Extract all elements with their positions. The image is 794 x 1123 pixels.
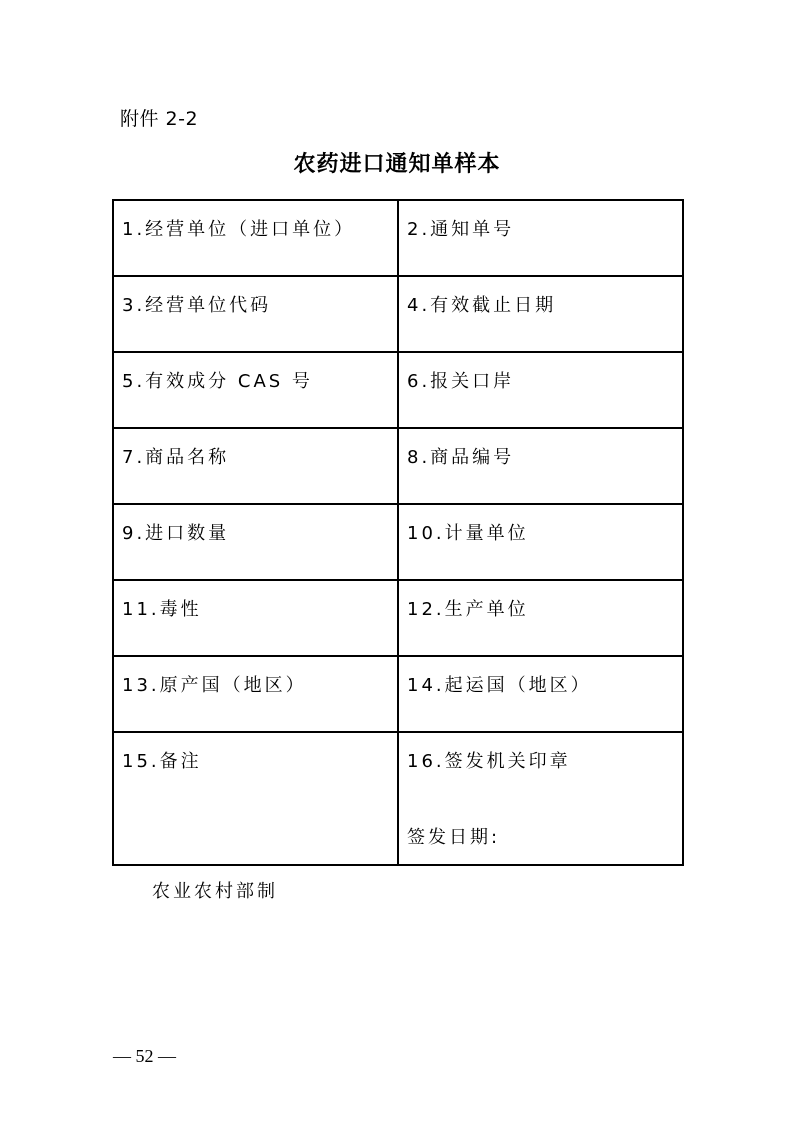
field-notice-number: 2.通知单号 <box>398 200 683 276</box>
field-business-unit: 1.经营单位（进口单位） <box>113 200 398 276</box>
form-row <box>113 428 683 504</box>
issuer-footer: 农业农村部制 <box>152 881 278 902</box>
seal-label: 16.签发机关印章 <box>407 751 571 772</box>
attachment-label: 附件 2-2 <box>120 108 199 130</box>
document-title: 农药进口通知单样本 <box>293 152 501 177</box>
import-notice-form-table <box>112 199 684 866</box>
field-country-of-shipment: 14.起运国（地区） <box>398 656 683 732</box>
form-row <box>113 200 683 276</box>
form-row <box>113 276 683 352</box>
field-product-code: 8.商品编号 <box>398 428 683 504</box>
field-product-name: 7.商品名称 <box>113 428 398 504</box>
field-country-of-origin: 13.原产国（地区） <box>113 656 398 732</box>
form-row <box>113 504 683 580</box>
sign-date-label: 签发日期: <box>407 827 501 848</box>
field-manufacturer: 12.生产单位 <box>398 580 683 656</box>
form-row <box>113 352 683 428</box>
field-expiry-date: 4.有效截止日期 <box>398 276 683 352</box>
field-business-unit-code: 3.经营单位代码 <box>113 276 398 352</box>
field-customs-port: 6.报关口岸 <box>398 352 683 428</box>
field-remarks: 15.备注 <box>113 732 398 865</box>
form-row <box>113 732 683 865</box>
form-row <box>113 656 683 732</box>
page-number: — 52 — <box>113 1046 176 1066</box>
field-issuing-authority-seal <box>398 732 683 865</box>
field-toxicity: 11.毒性 <box>113 580 398 656</box>
field-cas-number: 5.有效成分 CAS 号 <box>113 352 398 428</box>
form-row <box>113 580 683 656</box>
field-import-quantity: 9.进口数量 <box>113 504 398 580</box>
field-unit-of-measure: 10.计量单位 <box>398 504 683 580</box>
